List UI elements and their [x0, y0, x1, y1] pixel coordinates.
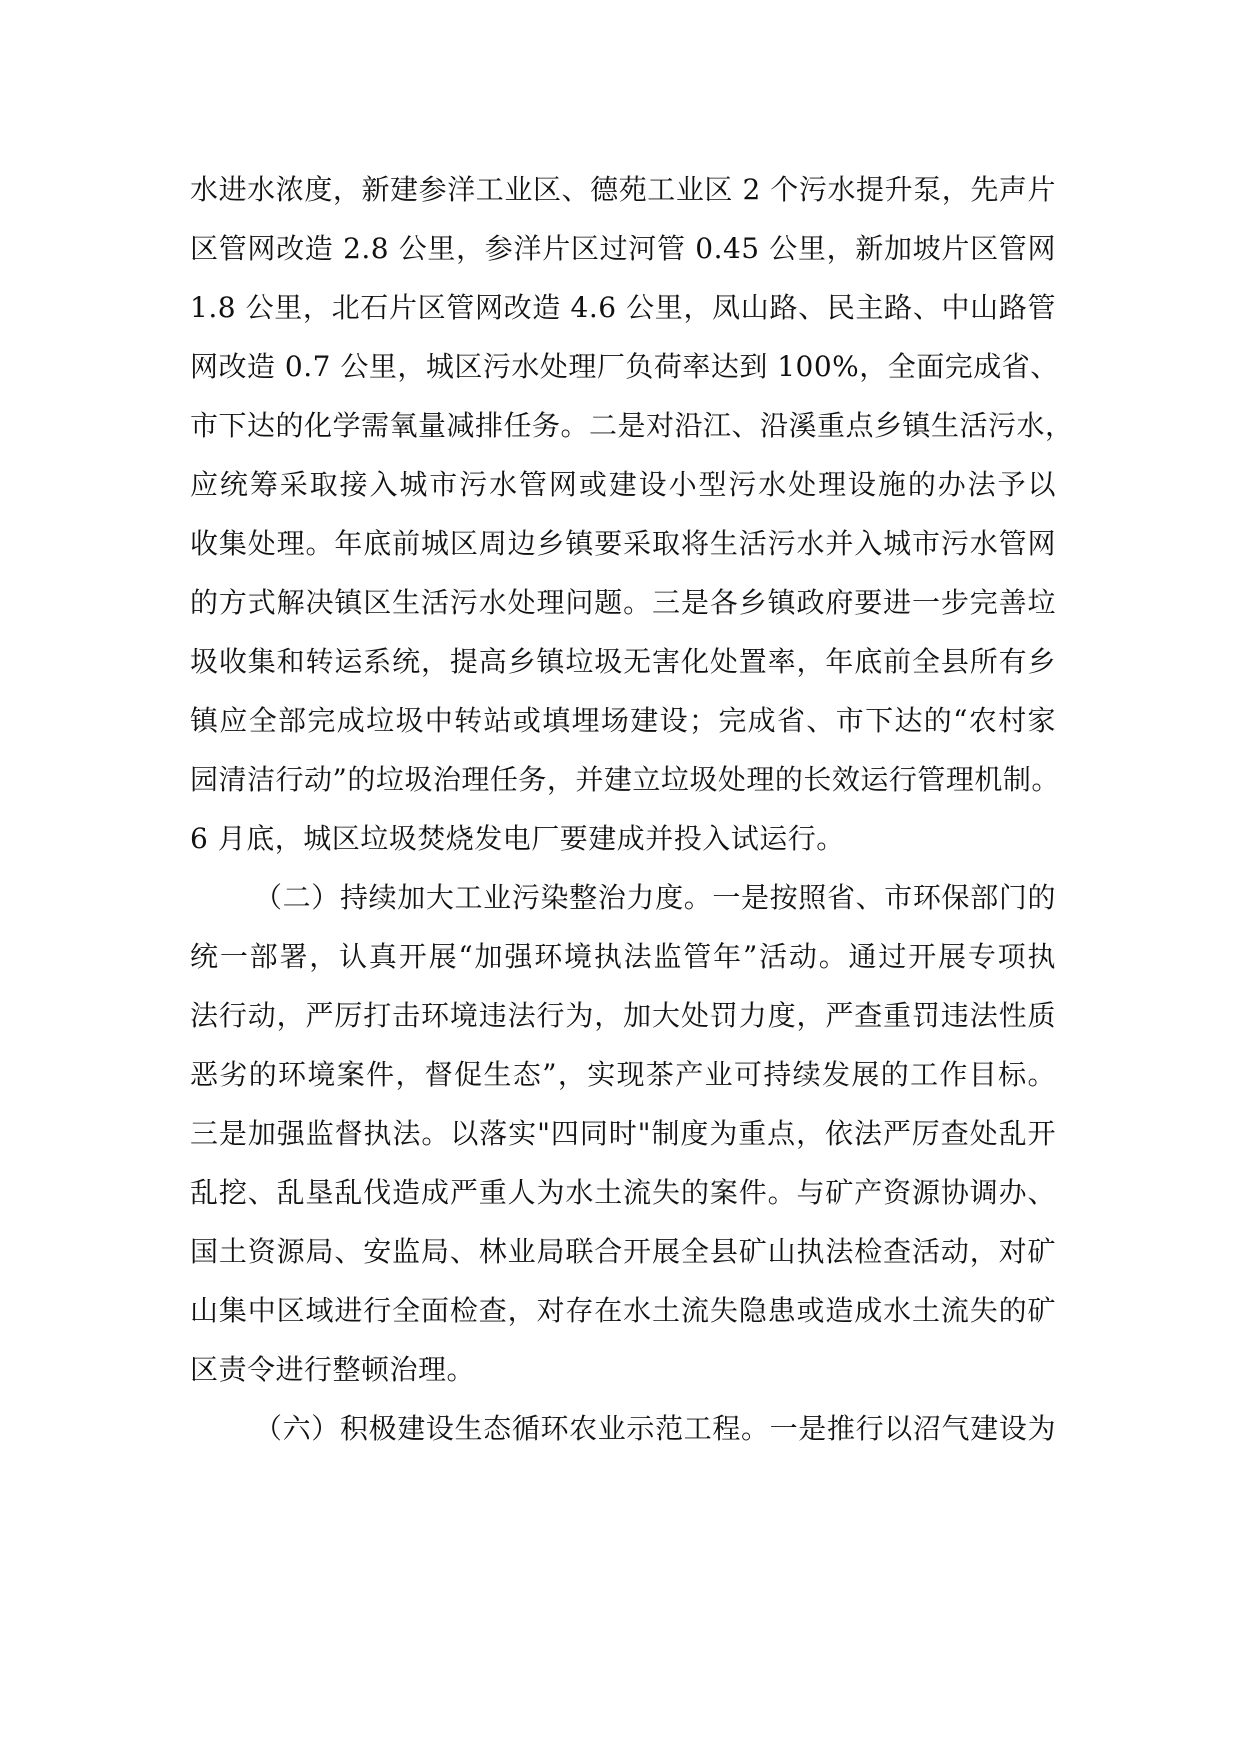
text-line: 1.8 公里，北石片区管网改造 4.6 公里，凤山路、民主路、中山路管	[190, 291, 1056, 324]
text-line: 法行动，严厉打击环境违法行为，加大处罚力度，严查重罚违法性质	[190, 999, 1056, 1032]
text-line: 区管网改造 2.8 公里，参洋片区过河管 0.45 公里，新加坡片区管网	[190, 232, 1056, 265]
text-line: 市下达的化学需氧量减排任务。二是对沿江、沿溪重点乡镇生活污水，	[190, 409, 1074, 442]
paragraph-start-line: （六）积极建设生态循环农业示范工程。一是推行以沼气建设为	[254, 1412, 1056, 1445]
text-line: 水进水浓度，新建参洋工业区、德苑工业区 2 个污水提升泵，先声片	[190, 173, 1056, 206]
paragraph-start-line: （二）持续加大工业污染整治力度。一是按照省、市环保部门的	[254, 881, 1056, 914]
text-line: 的方式解决镇区生活污水处理问题。三是各乡镇政府要进一步完善垃	[190, 586, 1056, 619]
text-line: 镇应全部完成垃圾中转站或填埋场建设；完成省、市下达的“农村家	[190, 704, 1056, 737]
text-line: 应统筹采取接入城市污水管网或建设小型污水处理设施的办法予以	[190, 468, 1056, 501]
text-line: 园清洁行动”的垃圾治理任务，并建立垃圾处理的长效运行管理机制。	[190, 763, 1060, 796]
text-line: 恶劣的环境案件，督促生态”，实现茶产业可持续发展的工作目标。	[190, 1058, 1056, 1091]
text-line: 乱挖、乱垦乱伐造成严重人为水土流失的案件。与矿产资源协调办、	[190, 1176, 1056, 1209]
text-line: 网改造 0.7 公里，城区污水处理厂负荷率达到 100%，全面完成省、	[190, 350, 1059, 383]
text-line: 圾收集和转运系统，提高乡镇垃圾无害化处置率，年底前全县所有乡	[190, 645, 1056, 678]
body-text	[190, 160, 1074, 1458]
text-line: 区责令进行整顿治理。	[190, 1353, 476, 1386]
text-line: 国土资源局、安监局、林业局联合开展全县矿山执法检查活动，对矿	[190, 1235, 1056, 1268]
text-line: 收集处理。年底前城区周边乡镇要采取将生活污水并入城市污水管网	[190, 527, 1056, 560]
text-line: 山集中区域进行全面检查，对存在水土流失隐患或造成水土流失的矿	[190, 1294, 1056, 1327]
text-line: 统一部署，认真开展“加强环境执法监管年”活动。通过开展专项执	[190, 940, 1056, 973]
text-line: 三是加强监督执法。以落实"四同时"制度为重点，依法严厉查处乱开	[190, 1117, 1056, 1150]
text-line: 6 月底，城区垃圾焚烧发电厂要建成并投入试运行。	[190, 822, 845, 855]
